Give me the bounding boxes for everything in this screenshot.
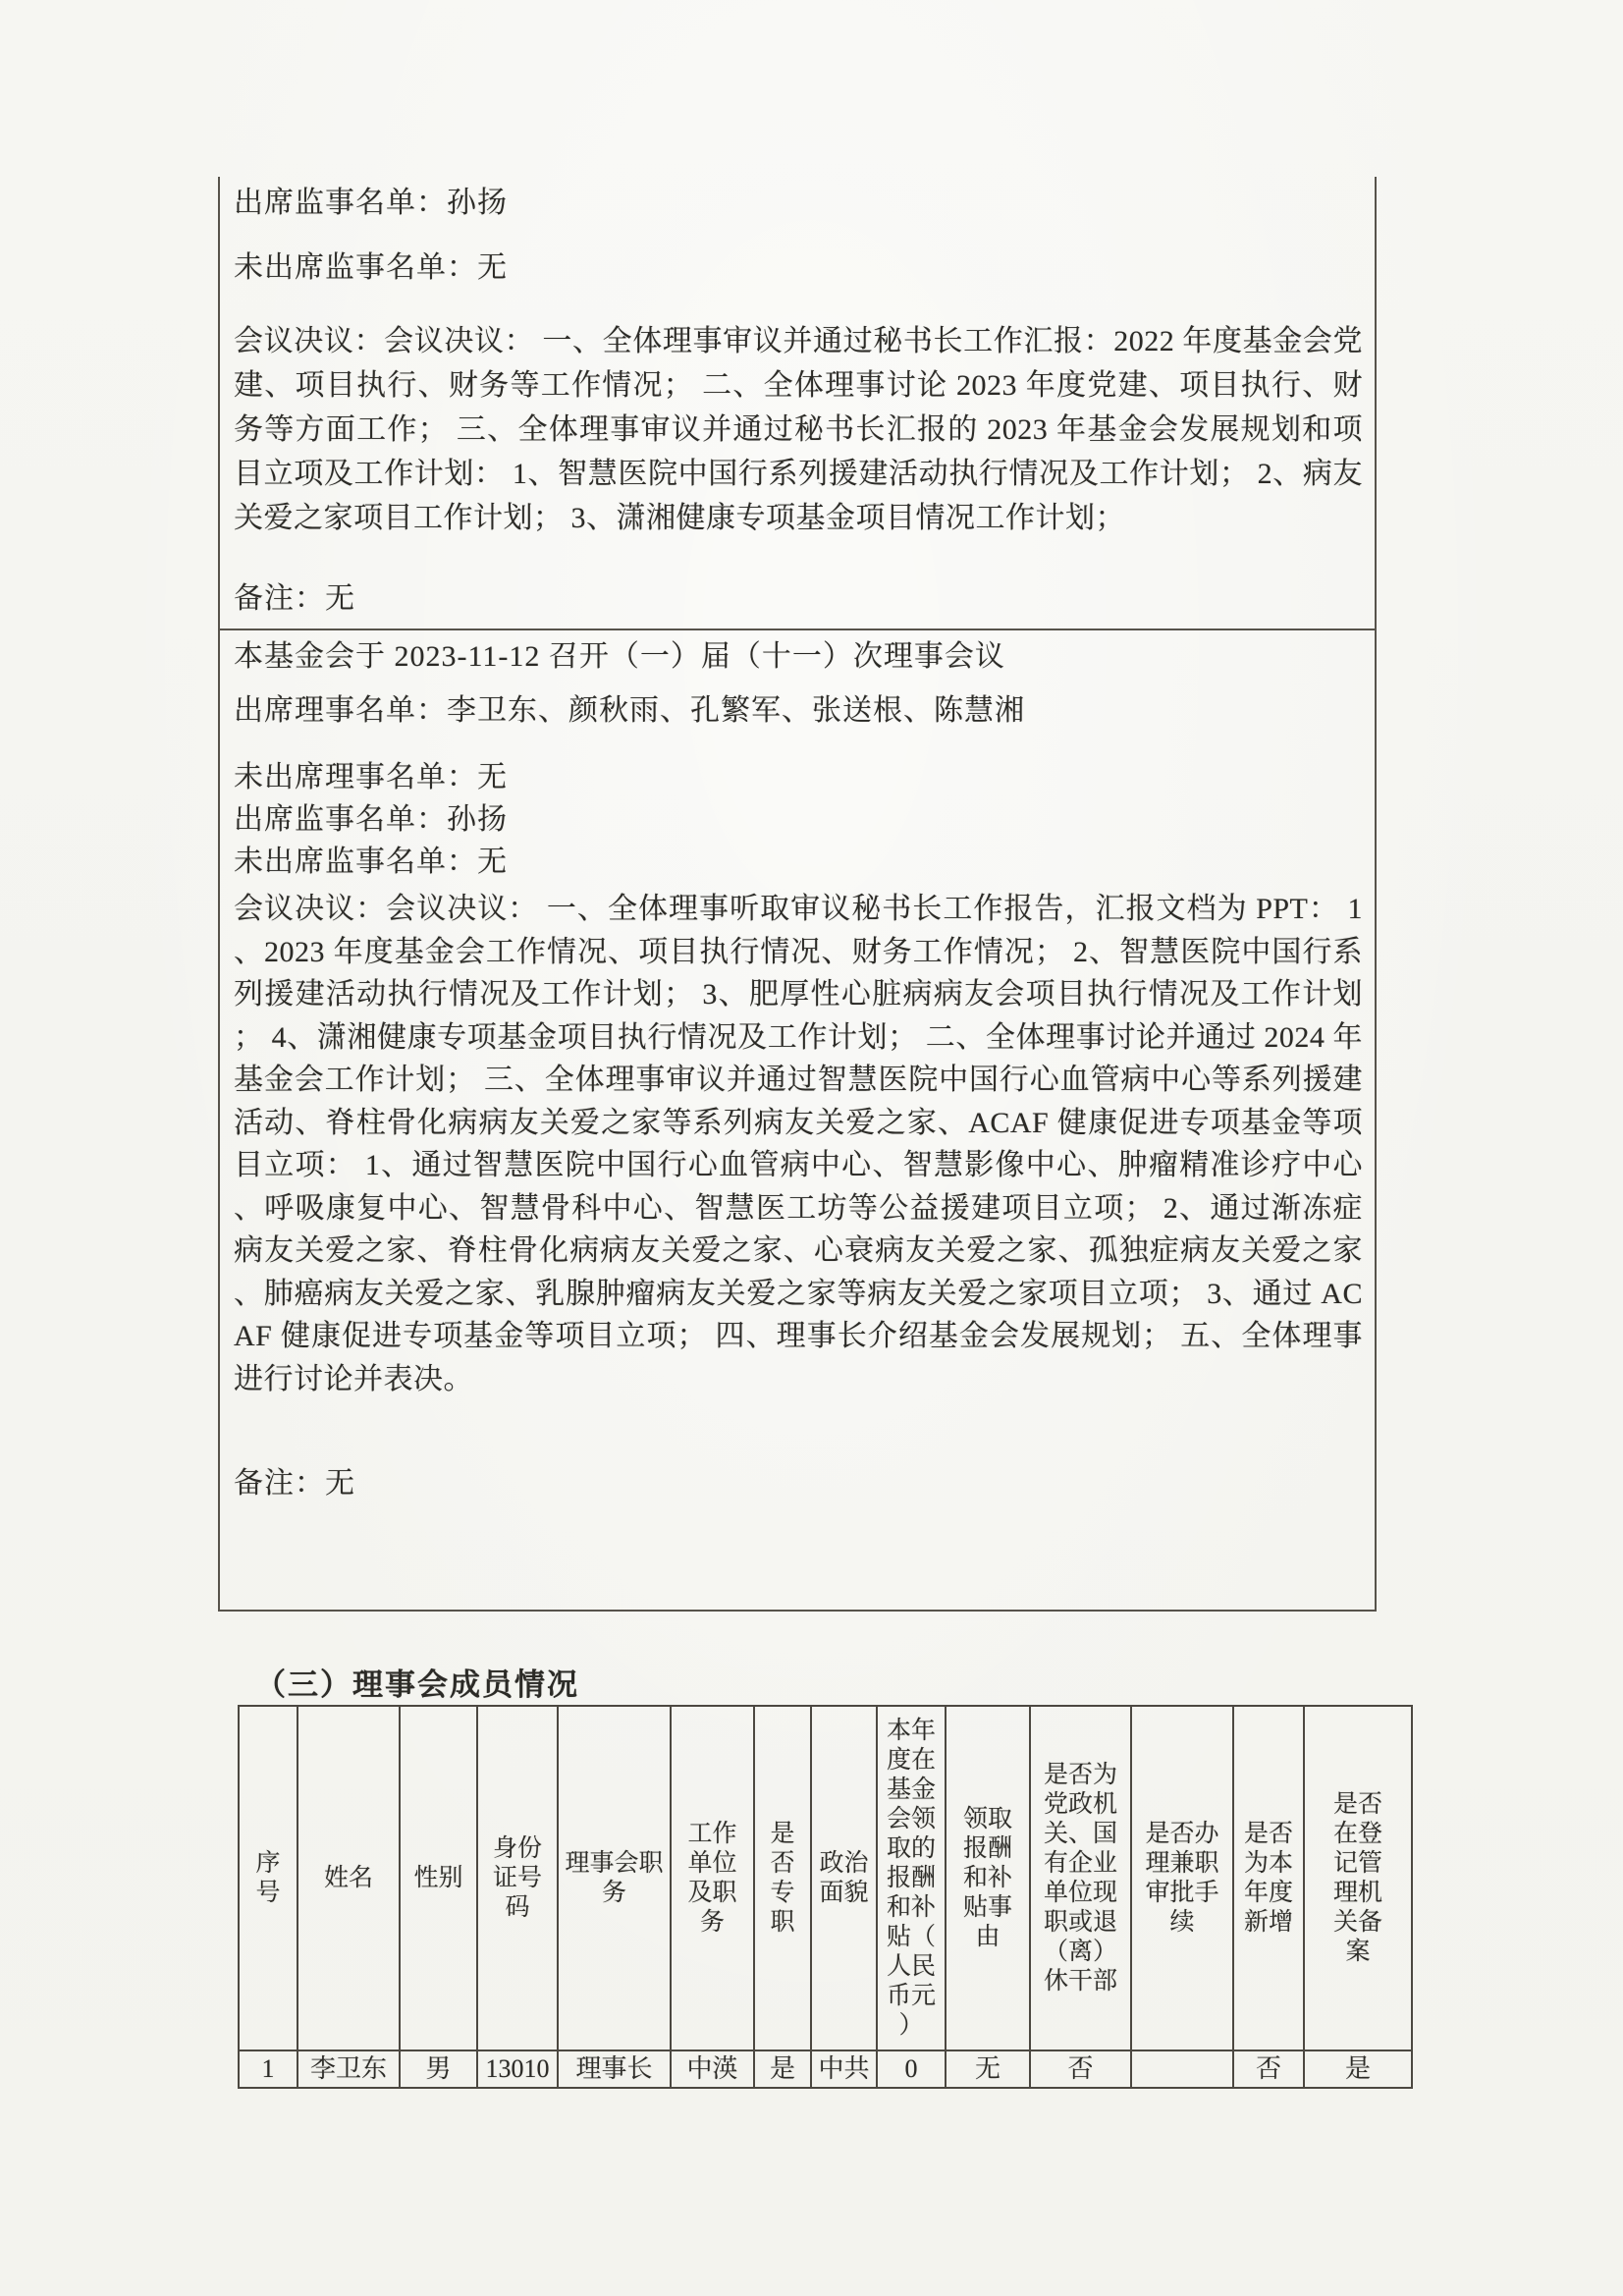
header-official-cadre-status: 是否为党政机关、国有企业单位现职或退（离）休干部	[1030, 1706, 1131, 2050]
cell-official-cadre-status: 否	[1030, 2050, 1131, 2088]
cell-political-status: 中共	[811, 2050, 877, 2088]
header-serial-no: 序号	[239, 1706, 298, 2050]
absent-supervisors-line: 未出席监事名单：无	[234, 251, 508, 284]
cell-council-position: 理事长	[558, 2050, 671, 2088]
cell-full-time: 是	[754, 2050, 811, 2088]
meeting-date-line: 本基金会于 2023-11-12 召开（一）届（十一）次理事会议	[234, 640, 1005, 673]
member-row	[239, 2050, 1412, 2088]
cell-serial-no: 1	[239, 2050, 298, 2088]
cell-parttime-approval	[1131, 2050, 1233, 2088]
absent-directors-line: 未出席理事名单：无	[234, 761, 508, 793]
header-new-this-year: 是否为本年度新增	[1233, 1706, 1304, 2050]
header-full-time: 是否专职	[754, 1706, 811, 2050]
header-annual-remuneration: 本年度在基金会领取的报酬和补贴（人民币元）	[877, 1706, 946, 2050]
remark-line: 备注：无	[234, 582, 355, 615]
remark-line: 备注：无	[234, 1467, 355, 1500]
header-remuneration-reason: 领取报酬和补贴事由	[946, 1706, 1030, 2050]
meeting-resolution-paragraph: 会议决议：会议决议： 一、全体理事审议并通过秘书长工作汇报：2022 年度基金会党建、项目执行、财务等工作情况； 二、全体理事讨论 2023 年度党建、项目执行、财务等方面工作； 三、全体理事审议并通过秘书长汇报的 2023 年基金会发展规划和项目立项及工作计划： 1、智慧医院中国行系列援建活动执行情况及工作计划； 2、病友关爱之家项目工作计划； 3、潇湘健康专项基金项目情况工作计划；	[234, 325, 1363, 534]
header-parttime-approval: 是否办理兼职审批手续	[1131, 1706, 1233, 2050]
meeting-record-section-2	[220, 630, 1375, 1612]
cell-registered-with-authority: 是	[1304, 2050, 1412, 2088]
cell-id-number: 13010	[477, 2050, 558, 2088]
meeting-record-section-1	[220, 177, 1375, 630]
cell-name: 李卫东	[298, 2050, 400, 2088]
table-header-row	[239, 1706, 1412, 2050]
meeting-record-box	[218, 177, 1377, 1612]
cell-annual-remuneration: 0	[877, 2050, 946, 2088]
header-registered-with-authority: 是否在登记管理机关备案	[1304, 1706, 1412, 2050]
header-gender: 性别	[400, 1706, 477, 2050]
members-section-heading: （三）理事会成员情况	[255, 1667, 579, 1702]
attending-directors-line: 出席理事名单：李卫东、颜秋雨、孔繁军、张送根、陈慧湘	[234, 694, 1025, 727]
header-id-number: 身份证号码	[477, 1706, 558, 2050]
header-council-position: 理事会职务	[558, 1706, 671, 2050]
header-work-unit-position: 工作单位及职务	[671, 1706, 754, 2050]
header-political-status: 政治面貌	[811, 1706, 877, 2050]
cell-remuneration-reason: 无	[946, 2050, 1030, 2088]
absent-supervisors-line: 未出席监事名单：无	[234, 846, 508, 878]
attending-supervisors-line: 出席监事名单：孙扬	[234, 803, 508, 836]
meeting-resolution-paragraph: 会议决议：会议决议： 一、全体理事听取审议秘书长工作报告，汇报文档为 PPT： 1、2023 年度基金会工作情况、项目执行情况、财务工作情况； 2、智慧医院中国行系列援建活动执行情况及工作计划； 3、肥厚性心脏病病友会项目执行情况及工作计划； 4、潇湘健康专项基金项目执行情况及工作计划； 二、全体理事讨论并通过 2024 年基金会工作计划； 三、全体理事审议并通过智慧医院中国行心血管病中心等系列援建活动、脊柱骨化病病友关爱之家等系列病友关爱之家、ACAF 健康促进专项基金等项目立项： 1、通过智慧医院中国行心血管病中心、智慧影像中心、肿瘤精准诊疗中心、呼吸康复中心、智慧骨科中心、智慧医工坊等公益援建项目立项； 2、通过渐冻症病友关爱之家、脊柱骨化病病友关爱之家、心衰病友关爱之家、孤独症病友关爱之家、肺癌病友关爱之家、乳腺肿瘤病友关爱之家等病友关爱之家项目立项； 3、通过 ACAF 健康促进专项基金等项目立项； 四、理事长介绍基金会发展规划； 五、全体理事进行讨论并表决。	[234, 893, 1363, 1395]
cell-work-unit: 中渶	[671, 2050, 754, 2088]
attending-supervisors-line: 出席监事名单：孙扬	[234, 187, 508, 219]
cell-gender: 男	[400, 2050, 477, 2088]
cell-new-this-year: 否	[1233, 2050, 1304, 2088]
council-members-table	[238, 1705, 1413, 2089]
header-name: 姓名	[298, 1706, 400, 2050]
